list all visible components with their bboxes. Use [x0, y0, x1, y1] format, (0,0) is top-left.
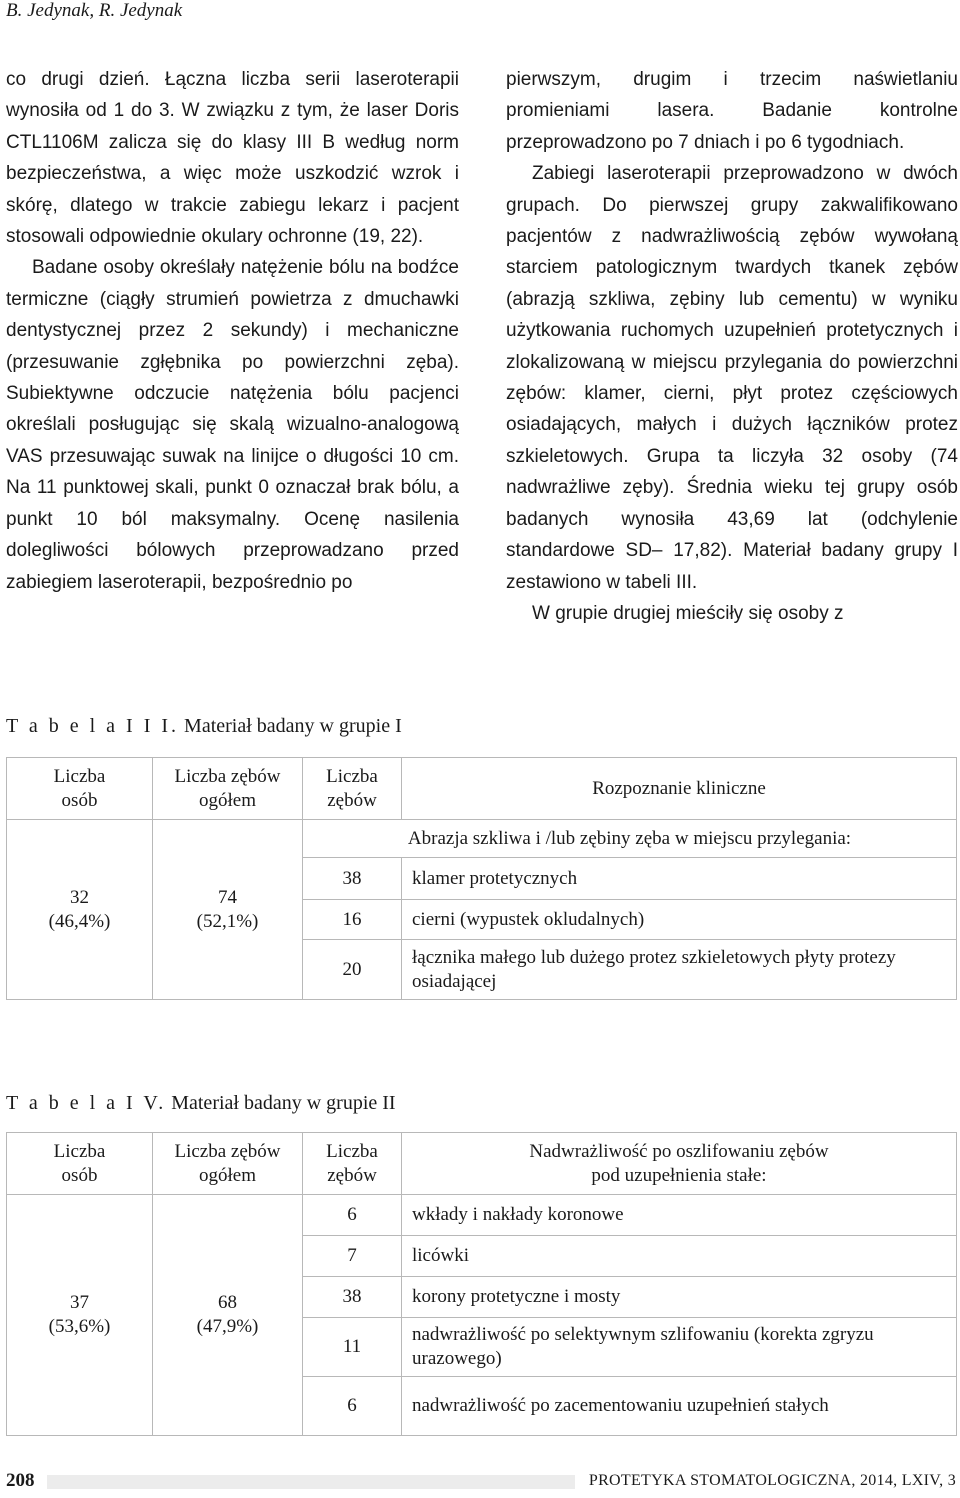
left-text-column: [6, 64, 459, 598]
diagnosis-desc: nadwrażliwość po zacementowaniu uzupełnień stałych: [402, 1377, 957, 1436]
header-teeth: Liczba zębów: [303, 758, 402, 820]
table4-caption: [6, 1092, 396, 1115]
table-row: [7, 1195, 957, 1236]
page-footer: [0, 1469, 960, 1495]
table4-title: Materiał badany w grupie II: [171, 1092, 396, 1114]
table-subheader-row: [7, 820, 957, 858]
footer-bar: [47, 1475, 575, 1489]
running-header: B. Jedynak, R. Jedynak: [6, 0, 183, 21]
teeth-count: 6: [303, 1195, 402, 1236]
diagnosis-desc: klamer protetycznych: [402, 858, 957, 900]
table3-label: T a b e l a I I I.: [6, 715, 180, 737]
header-diagnosis: Nadwrażliwość po oszlifowaniu zębów pod uzupełnienia stałe:: [402, 1133, 957, 1195]
paragraph: Zabiegi laseroterapii przeprowadzono w dwóch grupach. Do pierwszej grupy zakwalifikowano pacjentów z nadwrażliwością zębów wywołaną starciem patologicznym twardych tkanek zębów (abrazją szkliwa, zębiny lub cementu) w wyniku użytkowania ruchomych uzupełnień protetycznych i zlokalizowaną w miejscu przylegania do powierzchni zębów: klamer, cierni, płyt protez częściowych osiadających, małych i dużych łączników protez szkieletowych. Grupa ta liczyła 32 osoby (74 nadwrażliwe zęby). Średnia wieku tej grupy osób badanych wynosiła 43,69 lat (odchylenie standardowe SD– 17,82). Materiał badany grupy I zestawiono w tabeli III.: [506, 163, 958, 593]
persons-cell: 37 (53,6%): [7, 1195, 153, 1436]
diagnosis-desc: korony protetyczne i mosty: [402, 1277, 957, 1318]
header-persons: Liczba osób: [7, 758, 153, 820]
journal-name: PROTETYKA STOMATOLOGICZNA, 2014, LXIV, 3: [588, 1472, 956, 1489]
teeth-count: 38: [303, 858, 402, 900]
paragraph: W grupie drugiej mieściły się osoby z: [532, 602, 844, 624]
diagnosis-desc: cierni (wypustek okludalnych): [402, 900, 957, 940]
header-teeth: Liczba zębów: [303, 1133, 402, 1195]
diagnosis-desc: wkłady i nakłady koronowe: [402, 1195, 957, 1236]
diagnosis-desc: łącznika małego lub dużego protez szkieletowych płyty protezy osiadającej: [402, 940, 957, 1000]
header-teeth-total: Liczba zębów ogółem: [153, 1133, 303, 1195]
persons-cell: 32 (46,4%): [7, 820, 153, 1000]
teeth-total-cell: 74 (52,1%): [153, 820, 303, 1000]
table3: [6, 757, 957, 1000]
header-diagnosis: Rozpoznanie kliniczne: [402, 758, 957, 820]
table3-subheader: Abrazja szkliwa i /lub zębiny zęba w miejscu przylegania:: [303, 820, 957, 858]
paragraph: pierwszym, drugim i trzecim naświetlaniu promieniami lasera. Badanie kontrolne przeprowadzono po 7 dniach i po 6 tygodniach.: [506, 69, 958, 153]
teeth-count: 6: [303, 1377, 402, 1436]
right-text-column: [506, 64, 958, 629]
teeth-count: 7: [303, 1236, 402, 1277]
diagnosis-desc: licówki: [402, 1236, 957, 1277]
teeth-count: 20: [303, 940, 402, 1000]
diagnosis-desc: nadwrażliwość po selektywnym szlifowaniu (korekta zgryzu urazowego): [402, 1318, 957, 1377]
teeth-total-cell: 68 (47,9%): [153, 1195, 303, 1436]
page-number: 208: [6, 1470, 35, 1491]
table4-label: T a b e l a I V.: [6, 1092, 167, 1114]
table3-title: Materiał badany w grupie I: [184, 715, 402, 737]
paragraph: Badane osoby określały natężenie bólu na bodźce termiczne (ciągły strumień powietrza z dmuchawki dentystycznej przez 2 sekundy) i mechaniczne (przesuwanie zgłębnika po powierzchni zęba). Subiektywne odczucie natężenia bólu pacjenci określali posługując się skalą wizualno-analogową VAS przesuwając suwak na linijce o długości 10 cm. Na 11 punktowej skali, punkt 0 oznaczał brak bólu, a punkt 10 ból maksymalny. Ocenę nasilenia dolegliwości bólowych przeprowadzano przed zabiegiem laseroterapii, bezpośrednio po: [6, 257, 459, 593]
table-header-row: [7, 1133, 957, 1195]
table4: [6, 1132, 957, 1436]
header-persons: Liczba osób: [7, 1133, 153, 1195]
teeth-count: 11: [303, 1318, 402, 1377]
table-header-row: [7, 758, 957, 820]
teeth-count: 38: [303, 1277, 402, 1318]
header-teeth-total: Liczba zębów ogółem: [153, 758, 303, 820]
teeth-count: 16: [303, 900, 402, 940]
paragraph: co drugi dzień. Łączna liczba serii laseroterapii wynosiła od 1 do 3. W związku z tym, że laser Doris CTL1106M zalicza się do klasy III B według norm bezpieczeństwa, a więc może uszkodzić wzrok i skórę, dlatego w trakcie zabiegu lekarz i pacjent stosowali odpowiednie okulary ochronne (19, 22).: [6, 69, 459, 248]
table3-caption: [6, 715, 402, 738]
